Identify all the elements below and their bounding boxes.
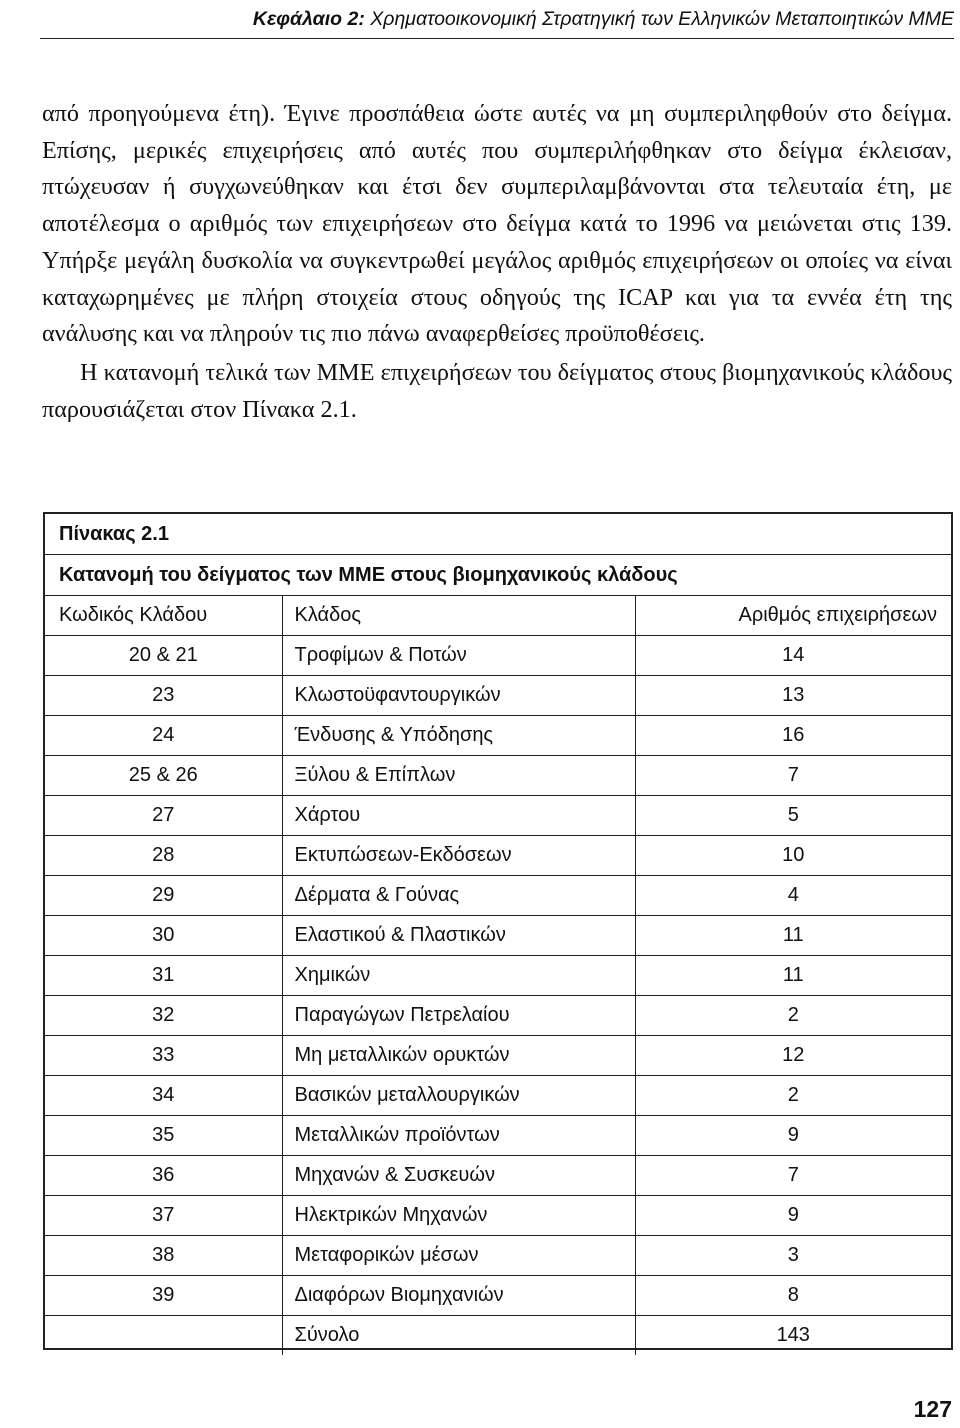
- count-cell: 8: [635, 1276, 951, 1316]
- sector-cell: Ένδυσης & Υπόδησης: [282, 716, 635, 756]
- total-row: [45, 1316, 951, 1356]
- table-header-row: [45, 596, 951, 636]
- code-cell: 38: [45, 1236, 282, 1276]
- table-row: [45, 716, 951, 756]
- count-cell: 2: [635, 1076, 951, 1116]
- code-cell: 34: [45, 1076, 282, 1116]
- chapter-title: Χρηματοοικονομική Στρατηγική των Ελληνικών Μεταποιητικών ΜΜΕ: [370, 8, 954, 30]
- running-header: [40, 4, 954, 39]
- sector-cell: Χημικών: [282, 956, 635, 996]
- paragraph: από προηγούμενα έτη). Έγινε προσπάθεια ώστε αυτές να μη συμπεριληφθούν στο δείγμα. Επίσης, μερικές επιχειρήσεις από αυτές που συμπεριλήφθηκαν στο δείγμα έκλεισαν, πτώχευσαν ή συγχωνεύθηκαν και έτσι δεν συμπεριλαμβάνονται στα τελευταία έτη, με αποτέλεσμα ο αριθμός των επιχειρήσεων στο δείγμα κατά το 1996 να μειώνεται στις 139. Υπήρξε μεγάλη δυσκολία να συγκεντρωθεί μεγάλος αριθμός επιχειρήσεων οι οποίες να είναι καταχωρημένες με πλήρη στοιχεία στους οδηγούς της ICAP και για τα εννέα έτη της ανάλυσης και να πληρούν τις πιο πάνω αναφερθείσες προϋποθέσεις.: [42, 100, 952, 348]
- table-label: Πίνακας 2.1: [45, 514, 951, 555]
- count-cell: 16: [635, 716, 951, 756]
- code-cell: 30: [45, 916, 282, 956]
- table-row: [45, 836, 951, 876]
- count-cell: 5: [635, 796, 951, 836]
- count-cell: 7: [635, 1156, 951, 1196]
- sector-cell: Μηχανών & Συσκευών: [282, 1156, 635, 1196]
- sector-cell: Μεταλλικών προϊόντων: [282, 1116, 635, 1156]
- sector-cell: Χάρτου: [282, 796, 635, 836]
- table-row: [45, 756, 951, 796]
- table-row: [45, 796, 951, 836]
- code-cell: 28: [45, 836, 282, 876]
- code-cell: 32: [45, 996, 282, 1036]
- sector-cell: Βασικών μεταλλουργικών: [282, 1076, 635, 1116]
- code-cell: 25 & 26: [45, 756, 282, 796]
- sector-cell: Μεταφορικών μέσων: [282, 1236, 635, 1276]
- count-cell: 4: [635, 876, 951, 916]
- table-row: [45, 676, 951, 716]
- sector-cell: Ηλεκτρικών Μηχανών: [282, 1196, 635, 1236]
- code-cell: 31: [45, 956, 282, 996]
- code-cell: 37: [45, 1196, 282, 1236]
- count-cell: 2: [635, 996, 951, 1036]
- count-cell: 11: [635, 956, 951, 996]
- sector-cell: Κλωστοϋφαντουργικών: [282, 676, 635, 716]
- header-count: Αριθμός επιχειρήσεων: [635, 596, 951, 636]
- table-row: [45, 1116, 951, 1156]
- table-row: [45, 876, 951, 916]
- sector-cell: Σύνολο: [282, 1316, 635, 1356]
- sector-cell: Μη μεταλλικών ορυκτών: [282, 1036, 635, 1076]
- table-2-1: [43, 512, 953, 1350]
- count-cell: 10: [635, 836, 951, 876]
- chapter-label: Κεφάλαιο 2:: [252, 8, 365, 30]
- header-code: Κωδικός Κλάδου: [45, 596, 282, 636]
- sector-cell: Τροφίμων & Ποτών: [282, 636, 635, 676]
- code-cell: 24: [45, 716, 282, 756]
- paragraph: Η κατανομή τελικά των ΜΜΕ επιχειρήσεων του δείγματος στους βιομηχανικούς κλάδους παρουσιάζεται στον Πίνακα 2.1.: [42, 358, 952, 423]
- count-cell: 7: [635, 756, 951, 796]
- count-cell: 9: [635, 1196, 951, 1236]
- code-cell: 20 & 21: [45, 636, 282, 676]
- sector-cell: Ξύλου & Επίπλων: [282, 756, 635, 796]
- table-row: [45, 1196, 951, 1236]
- sector-cell: Διαφόρων Βιομηχανιών: [282, 1276, 635, 1316]
- table-row: [45, 956, 951, 996]
- sector-cell: Ελαστικού & Πλαστικών: [282, 916, 635, 956]
- table-row: [45, 1236, 951, 1276]
- count-cell: 11: [635, 916, 951, 956]
- count-cell: 13: [635, 676, 951, 716]
- table-row: [45, 1036, 951, 1076]
- table-row: [45, 1076, 951, 1116]
- code-cell: 33: [45, 1036, 282, 1076]
- code-cell: 29: [45, 876, 282, 916]
- count-cell: 143: [635, 1316, 951, 1356]
- code-cell: 23: [45, 676, 282, 716]
- body-text: [42, 96, 952, 428]
- code-cell: 35: [45, 1116, 282, 1156]
- code-cell: 27: [45, 796, 282, 836]
- table-row: [45, 1276, 951, 1316]
- table-row: [45, 1156, 951, 1196]
- header-sector: Κλάδος: [282, 596, 635, 636]
- table-caption: Κατανομή του δείγματος των ΜΜΕ στους βιομηχανικούς κλάδους: [45, 555, 951, 596]
- page-number: 127: [913, 1396, 952, 1422]
- table-row: [45, 636, 951, 676]
- sector-cell: Δέρματα & Γούνας: [282, 876, 635, 916]
- table-row: [45, 916, 951, 956]
- code-cell: [45, 1316, 282, 1356]
- count-cell: 9: [635, 1116, 951, 1156]
- code-cell: 36: [45, 1156, 282, 1196]
- data-table: [45, 596, 951, 1355]
- code-cell: 39: [45, 1276, 282, 1316]
- sector-cell: Παραγώγων Πετρελαίου: [282, 996, 635, 1036]
- sector-cell: Εκτυπώσεων-Εκδόσεων: [282, 836, 635, 876]
- count-cell: 14: [635, 636, 951, 676]
- count-cell: 12: [635, 1036, 951, 1076]
- count-cell: 3: [635, 1236, 951, 1276]
- table-row: [45, 996, 951, 1036]
